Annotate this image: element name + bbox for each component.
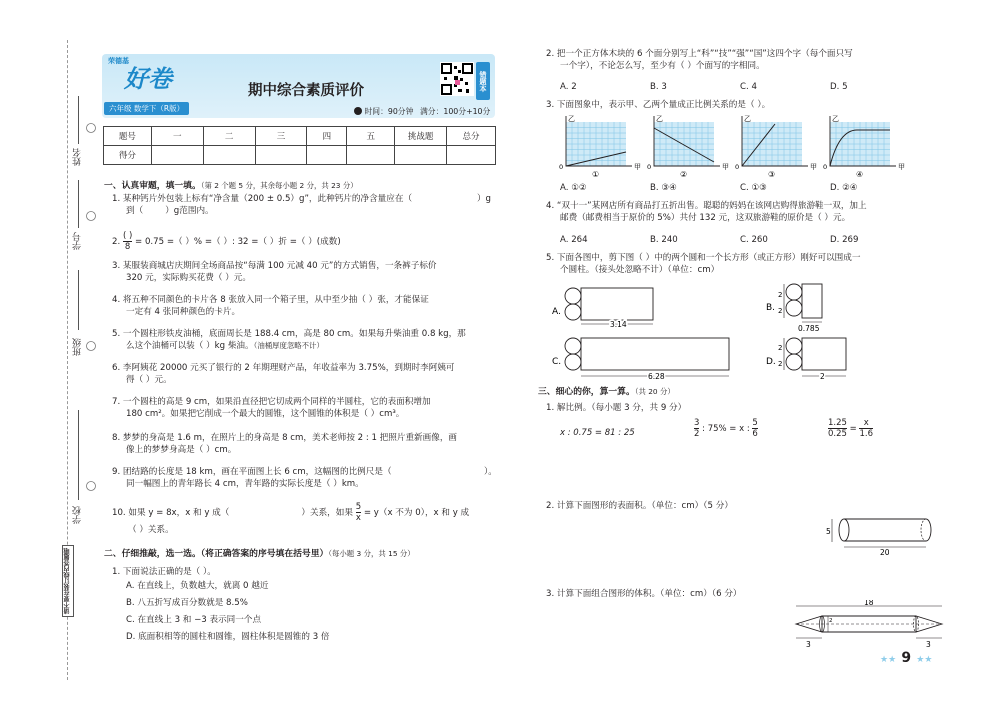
score-cell[interactable] [347, 146, 395, 165]
score-cell[interactable] [203, 146, 255, 165]
binding-note: 请不要在装订线内答题哦 [62, 545, 74, 617]
equation-3: $\frac{1.25}{0.25}$ = $\frac{x}{1.6}$ [828, 418, 873, 439]
option-a[interactable]: A. 264 [560, 235, 588, 245]
option-c[interactable]: C. ①③ [740, 183, 767, 193]
option-d[interactable]: D. ②④ [830, 183, 858, 193]
table-cell: 三 [255, 127, 307, 146]
rectangle-shape [802, 284, 822, 318]
table-cell: 总分 [447, 127, 496, 146]
option-a[interactable]: A. 在直线上，负数越大，就离 0 越近 [126, 581, 269, 591]
option-b[interactable]: B. 3 [650, 82, 667, 92]
origin-label: 0 [559, 163, 564, 171]
dimension-label: 2 [829, 618, 833, 624]
graph-label: ① [592, 170, 600, 179]
axis-label-y: 乙 [744, 115, 751, 123]
axis-label-y: 乙 [832, 115, 839, 123]
question-2-5: 5. 下面各图中，剪下图（ ）中的两个圆和一个长方形（或正方形）刚好可以围成一 个圆柱。（接头处忽略不计）（单位：cm） [546, 253, 861, 275]
axis-label-x: 甲 [634, 163, 641, 171]
score-cell[interactable] [447, 146, 496, 165]
dimension-label: 2 [778, 291, 783, 299]
equation-2: $\frac{3}{2}$ : 75% = x : $\frac{5}{6}$ [694, 418, 758, 439]
dimension-label: 2 [820, 372, 825, 381]
question-1-6: 6. 李阿姨花 20000 元买了银行的 2 年期理财产品，年收益率为 3.75%，到期时李阿姨可 得（ ）元。 [112, 363, 455, 385]
option-c[interactable]: C. 在直线上 3 和 −3 表示同一个点 [126, 615, 262, 625]
exam-score: 满分：100分+10分 [420, 107, 491, 116]
axis-label-y: 乙 [568, 115, 575, 123]
option-d[interactable]: D. 5 [830, 82, 848, 92]
dimension-label: 6.28 [648, 372, 665, 381]
page-title: 期中综合素质评价 [248, 83, 364, 99]
left-column [104, 180, 499, 642]
question-1-1: 1. 某种钙片外包装上标有“净含量（200 ± 0.5）g”，此种钙片的净含量应在（ ）g 到（ ）g范围内。 [112, 194, 491, 216]
equation-1: x : 0.75 = 81 : 25 [560, 428, 635, 438]
table-cell: 得分 [104, 146, 152, 165]
score-table [103, 126, 496, 165]
origin-label: 0 [647, 163, 652, 171]
fraction: $\frac{( )}{8}$ [122, 231, 133, 252]
dimension-label: 2 [778, 360, 783, 368]
graph-2 [647, 115, 729, 179]
graph-3 [735, 115, 817, 179]
dimension-label: 3 [926, 640, 931, 649]
option-c[interactable]: C. 260 [740, 235, 768, 245]
dimension-label: 3.14 [610, 320, 627, 329]
dimension-label: 20 [880, 548, 890, 556]
circle-shape [565, 354, 581, 370]
circle-shape [786, 284, 802, 300]
rectangle-shape [802, 338, 846, 370]
option-label-c: C. [552, 357, 562, 367]
table-cell: 一 [151, 127, 203, 146]
graph-label: ② [680, 170, 688, 179]
logo-text: 好卷 [124, 65, 172, 93]
question-3-1: 1. 解比例。（每小题 3 分，共 9 分） [546, 403, 687, 413]
dimension-label: 2 [778, 307, 783, 315]
score-cell[interactable] [255, 146, 307, 165]
circle-shape [565, 304, 581, 320]
option-c[interactable]: C. 4 [740, 82, 757, 92]
circle-shape [565, 338, 581, 354]
question-2-3: 3. 下面图象中，表示甲、乙两个量成正比例关系的是（ ）。 [546, 100, 771, 110]
circle-shape [565, 288, 581, 304]
option-label-d: D. [766, 357, 776, 367]
brand-logo [108, 56, 186, 102]
question-1-10: 10. 如果 y = 8x，x 和 y 成（ ）关系，如果 $\frac{5}{x}$ = y（x 不为 0），x 和 y 成 （ ）关系。 [112, 502, 470, 535]
question-1-5: 5. 一个圆柱形铁皮油桶，底面周长是 188.4 cm，高是 80 cm。如果每升柴油重 0.8 kg，那 么这个油桶可以装（ ）kg 柴油。（油桶厚度忽略不计） [112, 329, 466, 351]
dimension-label: 18 [864, 600, 874, 607]
option-b[interactable]: B. 八五折写成百分数就是 8.5% [126, 598, 248, 608]
binding-holes [84, 0, 98, 711]
circle-shape [786, 300, 802, 316]
star-icon: ★★ [880, 655, 897, 665]
score-cell[interactable] [307, 146, 347, 165]
question-1-3: 3. 某服装商城店庆期间全场商品按“每满 100 元减 40 元”的方式销售，一条裤子标价 320 元，实际购买花费（ ）元。 [112, 261, 437, 283]
question-2-2: 2. 把一个正方体木块的 6 个面分别写上“科”“技”“强”“国”这四个字（每个面只写 一个字），不论怎么写，至少有（ ）个面写的字相同。 [546, 49, 853, 71]
origin-label: 0 [735, 163, 740, 171]
score-cell[interactable] [151, 146, 203, 165]
name-label: 姓名 [73, 148, 83, 166]
question-3-2: 2. 计算下面图形的表面积。（单位：cm）（5 分） [546, 501, 733, 511]
table-cell: 题号 [104, 127, 152, 146]
rectangle-shape [581, 288, 653, 320]
section-3-heading: 三、细心的你，算一算。（共 20 分） [538, 387, 675, 397]
rectangle-shape [581, 338, 729, 370]
question-1-2: 2. $\frac{( )}{8}$ = 0.75 =（ ）% =（ ）: 32 =（ ）折 =（ ）(成数) [112, 231, 341, 252]
table-cell: 二 [203, 127, 255, 146]
origin-label: 0 [823, 163, 828, 171]
table-cell: 四 [307, 127, 347, 146]
table-cell: 挑战题 [395, 127, 447, 146]
circle-shape [786, 354, 802, 370]
school-label: 学校 [73, 506, 83, 524]
question-2-1: 1. 下面说法正确的是（ ）。 A. 在直线上，负数越大，就离 0 越近 B. 八五折写成百分数就是 8.5% C. 在直线上 3 和 −3 表示同一个点 D. 底面积相等的圆柱和圆锥，圆柱体积是圆锥的 3 倍 [112, 566, 329, 646]
dimension-label: 3 [806, 640, 811, 649]
graph-1 [559, 115, 641, 179]
grade-label: 六年级 数学下（R版） [104, 102, 189, 115]
option-d[interactable]: D. 底面积相等的圆柱和圆锥，圆柱体积是圆锥的 3 倍 [126, 632, 330, 642]
graph-label: ③ [768, 170, 776, 179]
clock-icon [354, 107, 362, 115]
question-1-4: 4. 将五种不同颜色的卡片各 8 张放入同一个箱子里，从中至少抽（ ）张，才能保证 一定有 4 张同种颜色的卡片。 [112, 295, 429, 317]
question-3-3: 3. 计算下面组合图形的体积。（单位：cm）（6 分） [546, 589, 742, 599]
question-1-9: 9. 团结路的长度是 18 km，画在平面图上长 6 cm，这幅图的比例尺是（ ）。 同一幅图上的青年路长 4 cm，青年路的实际长度是（ ）km。 [112, 467, 497, 489]
option-b[interactable]: B. 240 [650, 235, 678, 245]
graph-label: ④ [856, 170, 864, 179]
brand-name: 荣德基 [108, 57, 129, 65]
cylinder-nets [552, 280, 942, 392]
cylinder-figure [822, 514, 942, 556]
score-cell[interactable] [395, 146, 447, 165]
option-label-b: B. [766, 303, 776, 313]
section-1-heading: 一、认真审题，填一填。（第 2 个题 5 分，其余每小题 2 分，共 23 分） [104, 181, 358, 191]
axis-label-x: 甲 [898, 163, 905, 171]
circle-shape [786, 338, 802, 354]
page-number: ★★ 9 ★★ [880, 650, 933, 666]
id-label: 学号 [73, 232, 83, 250]
section-2-heading: 二、仔细推敲，选一选。（将正确答案的序号填在括号里）（每小题 3 分，共 15 分） [104, 549, 415, 559]
class-label: 班级 [73, 338, 83, 356]
question-2-4: 4. “双十一”某网店所有商品打五折出售。聪聪的妈妈在该网店购得旅游鞋一双，加上 邮费（邮费相当于原价的 5%）共付 132 元，这双旅游鞋的原价是（ ）元。 [546, 201, 867, 223]
star-icon: ★★ [916, 655, 933, 665]
exam-time: 时间：90分钟 [354, 106, 413, 117]
qr-code-icon [440, 62, 474, 96]
option-a[interactable]: A. 2 [560, 82, 577, 92]
axis-label-y: 乙 [656, 115, 663, 123]
table-row [104, 127, 496, 146]
combined-figure [792, 600, 952, 650]
fraction: $\frac{5}{x}$ [355, 502, 362, 523]
axis-label-x: 甲 [722, 163, 729, 171]
dimension-label: 0.785 [798, 324, 820, 333]
option-d[interactable]: D. 269 [830, 235, 859, 245]
option-label-a: A. [552, 307, 561, 317]
graph-4 [823, 115, 905, 179]
option-a[interactable]: A. ①② [560, 183, 587, 193]
table-cell: 五 [347, 127, 395, 146]
dimension-label: 2 [778, 344, 783, 352]
option-b[interactable]: B. ③④ [650, 183, 677, 193]
question-1-7: 7. 一个圆柱的高是 9 cm，如果沿直径把它切成两个同样的半圆柱，它的表面积增加 180 cm²。如果把它削成一个最大的圆锥，这个圆锥的体积是（ ）cm³。 [112, 397, 431, 419]
axis-label-x: 甲 [810, 163, 817, 171]
question-1-8: 8. 梦梦的身高是 1.6 m，在照片上的身高是 8 cm，美术老师按 2 : 1 把照片重新画像，画 像上的梦梦身高是（ ）cm。 [112, 433, 458, 455]
binding-margin [0, 0, 100, 711]
dimension-label: 5 [826, 527, 831, 536]
qr-tag: 错题本 [476, 62, 490, 100]
table-row [104, 146, 496, 165]
